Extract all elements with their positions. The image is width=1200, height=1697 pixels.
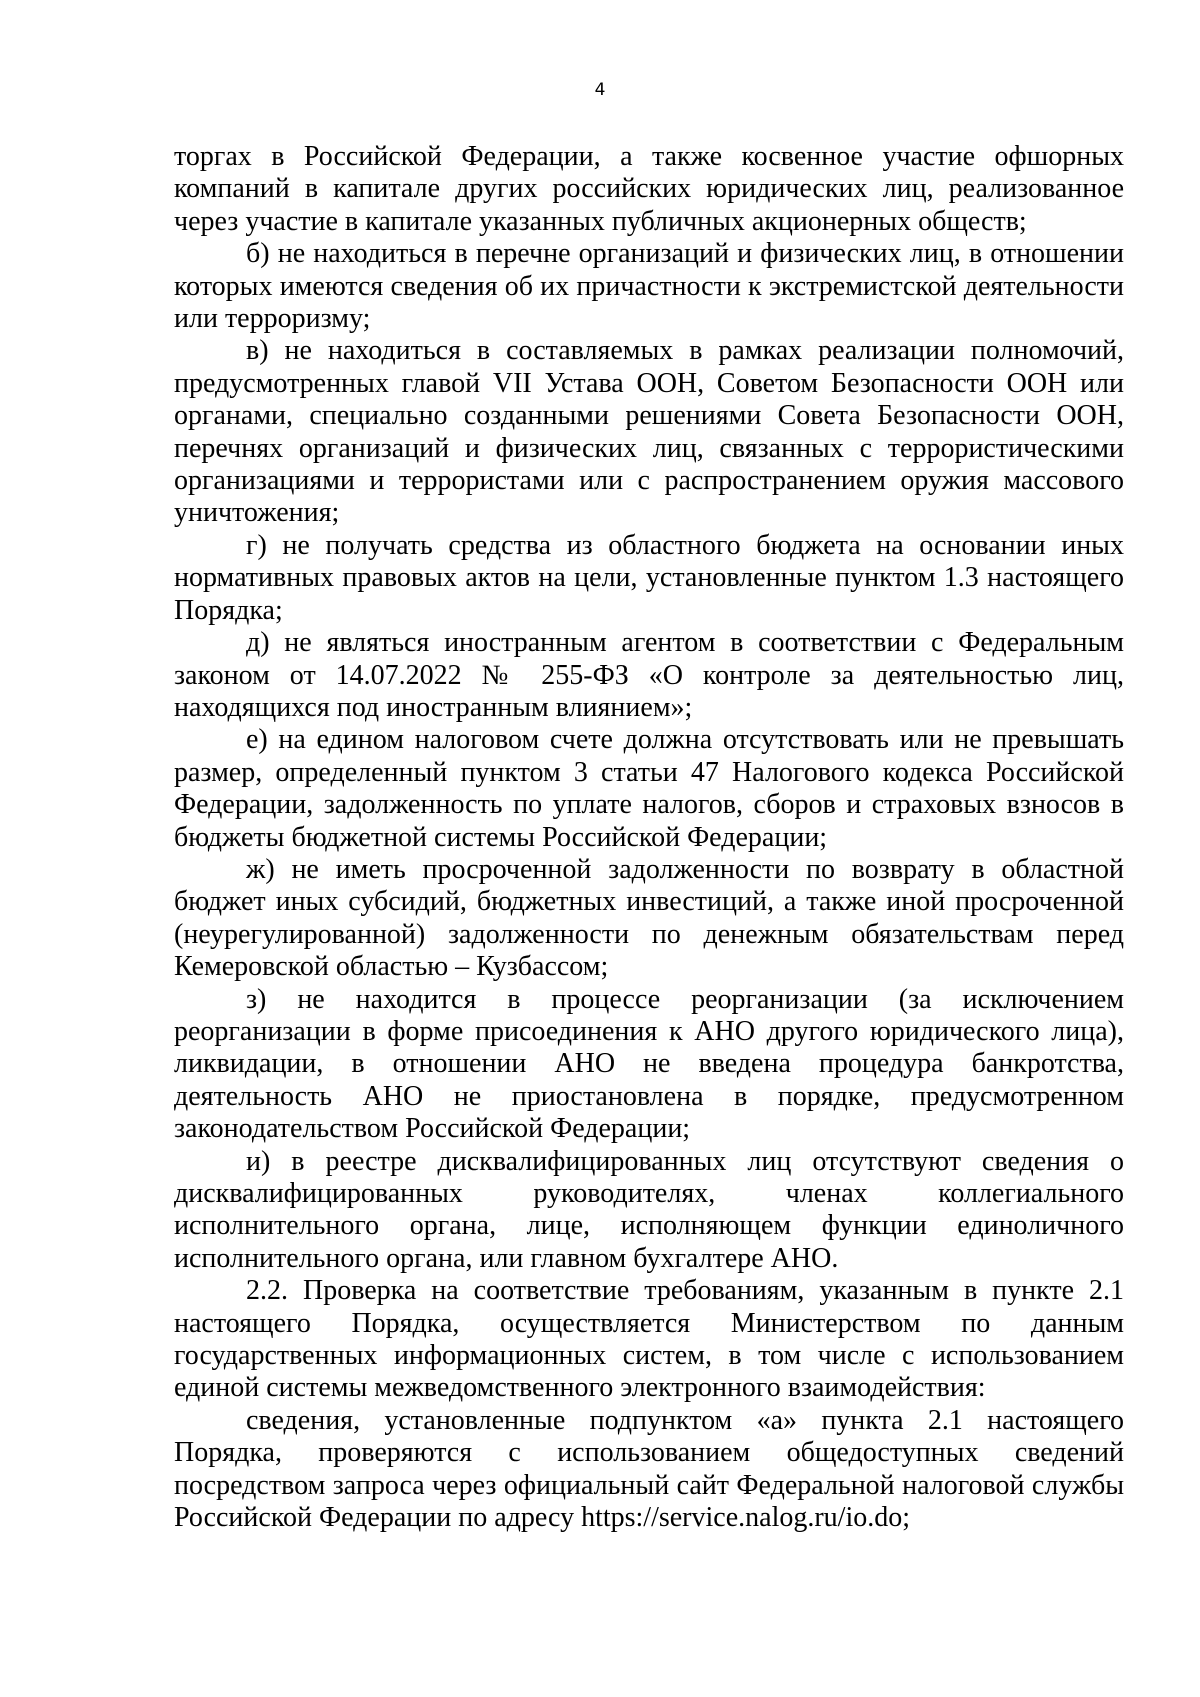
paragraph-continuation: торгах в Российской Федерации, а также косвенное участие офшорных компаний в капитале других российских юридических лиц, реализованное через участие в капитале указанных публичных акционерных обществ;: [174, 141, 1124, 237]
paragraph-item-i: и) в реестре дисквалифицированных лиц отсутствуют сведения о дисквалифицированных руководителях, членах коллегиального исполнительного органа, лице, исполняющем функции единоличного исполнительного органа, или главном бухгалтере АНО.: [174, 1145, 1124, 1274]
paragraph-item-d: д) не являться иностранным агентом в соответствии с Федеральным законом от 14.07.2022 № 255-ФЗ «О контроле за деятельностью лиц, находящихся под иностранным влиянием»;: [174, 627, 1124, 723]
paragraph-verification-details: сведения, установленные подпунктом «а» пункта 2.1 настоящего Порядка, проверяются с использованием общедоступных сведений посредством запроса через официальный сайт Федеральной налоговой службы Российской Федерации по адресу https://service.nalog.ru/io.do;: [174, 1404, 1124, 1534]
document-body: [174, 141, 1124, 1534]
page-number: 4: [594, 80, 606, 100]
paragraph-item-e: е) на едином налоговом счете должна отсутствовать или не превышать размер, определенный пунктом 3 статьи 47 Налогового кодекса Российской Федерации, задолженность по уплате налогов, сборов и страховых взносов в бюджеты бюджетной системы Российской Федерации;: [174, 724, 1124, 853]
paragraph-item-zh: ж) не иметь просроченной задолженности по возврату в областной бюджет иных субсидий, бюджетных инвестиций, а также иной просроченной (неурегулированной) задолженности по денежным обязательствам перед Кемеровской областью – Кузбассом;: [174, 853, 1124, 983]
paragraph-section-2-2: 2.2. Проверка на соответствие требованиям, указанным в пункте 2.1 настоящего Порядка, осуществляется Министерством по данным государственных информационных систем, в том числе с использованием единой системы межведомственного электронного взаимодействия:: [174, 1275, 1124, 1404]
paragraph-item-g: г) не получать средства из областного бюджета на основании иных нормативных правовых актов на цели, установленные пунктом 1.3 настоящего Порядка;: [174, 529, 1124, 626]
paragraph-item-v: в) не находиться в составляемых в рамках реализации полномочий, предусмотренных главой VII Устава ООН, Советом Безопасности ООН или органами, специально созданными решениями Совета Безопасности ООН, перечнях организаций и физических лиц, связанных с террористическими организациями и террористами или с распространением оружия массового уничтожения;: [174, 335, 1124, 529]
paragraph-item-b: б) не находиться в перечне организаций и физических лиц, в отношении которых имеются сведения об их причастности к экстремистской деятельности или терроризму;: [174, 238, 1124, 335]
paragraph-item-z: з) не находится в процессе реорганизации (за исключением реорганизации в форме присоединения к АНО другого юридического лица), ликвидации, в отношении АНО не введена процедура банкротства, деятельность АНО не приостановлена в порядке, предусмотренном законодательством Российской Федерации;: [174, 983, 1124, 1145]
